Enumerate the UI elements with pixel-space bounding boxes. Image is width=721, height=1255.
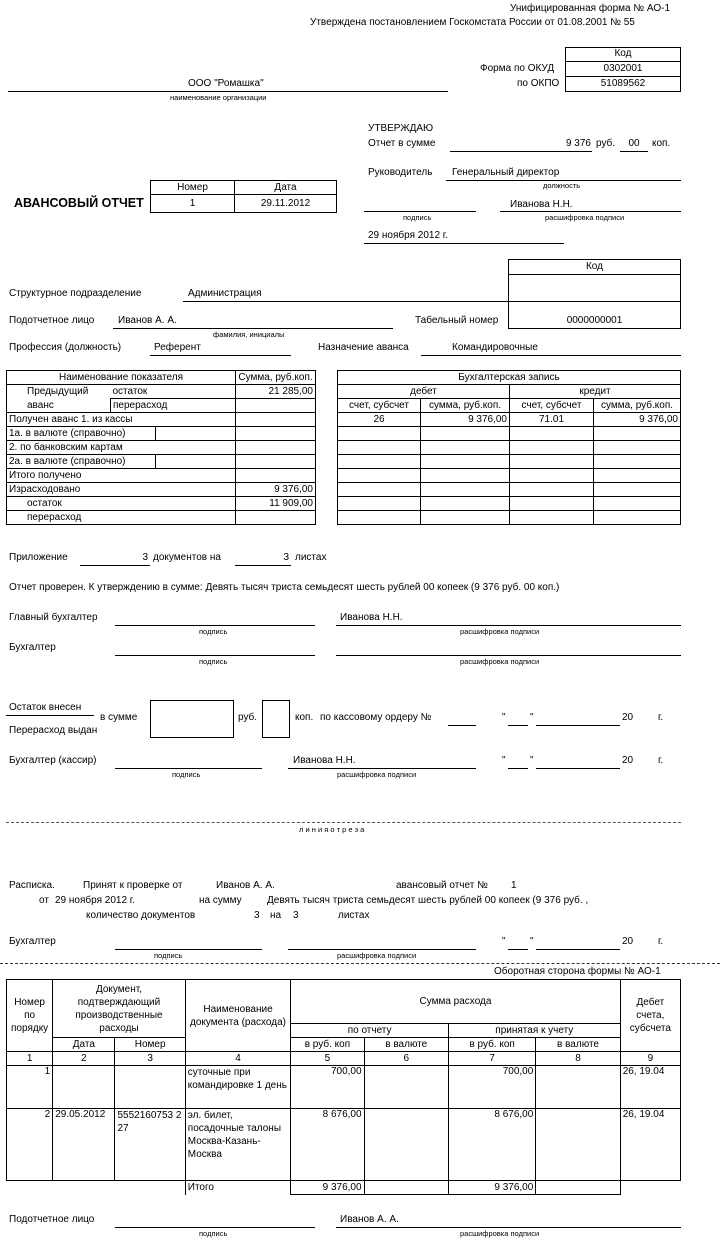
rv-h-accepted: принятая к учету xyxy=(448,1023,620,1038)
rv-colnum: 5 xyxy=(291,1052,364,1066)
cash-rub: руб. xyxy=(238,712,258,723)
cash-kop: коп. xyxy=(295,712,314,723)
cash-remainder-label: Остаток внесен xyxy=(9,702,82,713)
lt-total-received: Итого получено xyxy=(7,469,236,483)
decode-caption: расшифровка подписи xyxy=(460,1229,540,1238)
head-name: Иванова Н.Н. xyxy=(510,199,573,210)
approve-date: 29 ноября 2012 г. xyxy=(368,230,448,241)
head-label: Руководитель xyxy=(368,167,433,178)
okpo-label: по ОКПО xyxy=(517,78,560,89)
org-name: ООО "Ромашка" xyxy=(188,78,264,89)
rub-label: руб. xyxy=(596,138,616,149)
person-label: Подотчетное лицо xyxy=(9,315,95,326)
okud-value: 0302001 xyxy=(603,63,643,74)
rt-debit-sum: 9 376,00 xyxy=(421,413,510,427)
report-sum-label: Отчет в сумме xyxy=(368,138,436,149)
rt-credit-sum: 9 376,00 xyxy=(594,413,681,427)
rv-date: 29.05.2012 xyxy=(53,1109,115,1181)
lt-header-sum: Сумма, руб.коп. xyxy=(236,371,316,385)
rv-colnum: 8 xyxy=(536,1052,620,1066)
rt-title: Бухгалтерская запись xyxy=(338,371,681,385)
rv-h-number: Номер xyxy=(115,1038,185,1052)
rv-h-acc-cur: в валюте xyxy=(536,1038,620,1052)
cashier-name: Иванова Н.Н. xyxy=(293,755,356,766)
lt-currency-1a: 1а. в валюте (справочно) xyxy=(7,427,156,441)
rv-number: 5552160753 227 xyxy=(115,1109,185,1181)
rv-sum: 8 676,00 xyxy=(291,1109,364,1181)
quote-close: " xyxy=(530,755,534,766)
signature-caption: подпись xyxy=(154,951,183,960)
rv-debit: 26, 19.04 xyxy=(620,1109,680,1181)
decode-caption: расшифровка подписи xyxy=(545,213,625,222)
rv-debit: 26, 19.04 xyxy=(620,1066,680,1109)
prof-value: Референт xyxy=(154,342,201,353)
rv-h-sum: Сумма расхода xyxy=(291,980,620,1024)
rv-colnum: 6 xyxy=(364,1052,448,1066)
quote-close: " xyxy=(530,936,534,947)
year-suffix: г. xyxy=(658,936,664,947)
rv-no: 2 xyxy=(7,1109,53,1181)
rv-acc-cur xyxy=(536,1109,620,1181)
rv-total-label: Итого xyxy=(185,1181,290,1195)
rt-debit-sum-h: сумма, руб.коп. xyxy=(421,399,510,413)
cash-rub-box xyxy=(150,700,234,738)
cash-order: по кассовому ордеру № xyxy=(320,712,432,723)
rv-h-name: Наименование документа (расхода) xyxy=(185,980,290,1052)
lt-remainder2: остаток xyxy=(7,497,236,511)
rt-credit-account: 71.01 xyxy=(510,413,594,427)
rv-h-rub: в руб. коп xyxy=(291,1038,364,1052)
report-title: АВАНСОВЫЙ ОТЧЕТ xyxy=(14,196,144,210)
rv-total-acc: 9 376,00 xyxy=(448,1181,535,1195)
receipt-report-no: авансовый отчет № xyxy=(396,880,488,891)
head-position: Генеральный директор xyxy=(452,167,560,178)
lt-remainder: остаток xyxy=(111,385,236,399)
appendix-docs-count: 3 xyxy=(142,552,148,563)
rv-name: суточные при командировке 1 день xyxy=(185,1066,290,1109)
form-name: Унифицированная форма № АО-1 xyxy=(510,3,671,14)
quote-close: " xyxy=(530,712,534,723)
receipt-sum-text: Девять тысяч триста семьдесят шесть рублей 00 копеек (9 376 руб. , xyxy=(267,895,589,906)
lt-remainder2-value: 11 909,00 xyxy=(236,497,316,511)
rv-colnum: 1 xyxy=(7,1052,53,1066)
rv-person-label: Подотчетное лицо xyxy=(9,1214,95,1225)
person-caption: фамилия, инициалы xyxy=(213,330,285,339)
number-header: Номер xyxy=(151,181,235,195)
lt-currency-2a: 2а. в валюте (справочно) xyxy=(7,455,156,469)
appendix-label: Приложение xyxy=(9,552,68,563)
rt-credit-sum-h: сумма, руб.коп. xyxy=(594,399,681,413)
receipt-in-sum: на сумму xyxy=(199,895,242,906)
rv-cur xyxy=(364,1066,448,1109)
rv-acc-cur xyxy=(536,1066,620,1109)
rv-person-name: Иванов А. А. xyxy=(340,1214,399,1225)
signature-caption: подпись xyxy=(199,657,228,666)
rv-colnum: 4 xyxy=(185,1052,290,1066)
report-number-table xyxy=(150,180,337,213)
rt-debit: дебет xyxy=(338,385,510,399)
receipt-docs-count: 3 xyxy=(254,910,260,921)
receipt-label: Расписка. xyxy=(9,880,55,891)
lt-overspend: перерасход xyxy=(111,399,236,413)
dept-label: Структурное подразделение xyxy=(9,288,142,299)
rv-acc-sum: 8 676,00 xyxy=(448,1109,535,1181)
rv-number xyxy=(115,1066,185,1109)
cut-line xyxy=(6,822,681,823)
year: 20 xyxy=(622,712,634,723)
rt-debit-account-h: счет, субсчет xyxy=(338,399,421,413)
checked-text: Отчет проверен. К утверждению в сумме: Девять тысяч триста семьдесят шесть рублей 00 копеек (9 376 руб. 00 коп.) xyxy=(9,582,560,593)
info-code-header: Код xyxy=(585,261,603,272)
approval-note: Утверждена постановлением Госкомстата России от 01.08.2001 № 55 xyxy=(310,17,635,28)
appendix-docs-label: документов на xyxy=(153,552,221,563)
rv-cur xyxy=(364,1109,448,1181)
cash-in-sum: в сумме xyxy=(100,712,138,723)
report-date: 29.11.2012 xyxy=(235,195,337,213)
table-row xyxy=(7,1066,681,1109)
decode-caption: расшифровка подписи xyxy=(337,770,417,779)
year: 20 xyxy=(622,936,634,947)
signature-caption: подпись xyxy=(403,213,432,222)
signature-caption: подпись xyxy=(172,770,201,779)
code-header: Код xyxy=(614,48,632,59)
signature-caption: подпись xyxy=(199,627,228,636)
kop-label: коп. xyxy=(652,138,671,149)
expense-table xyxy=(6,979,681,1195)
cash-kop-box xyxy=(262,700,290,738)
rv-colnum: 2 xyxy=(53,1052,115,1066)
lt-spent-value: 9 376,00 xyxy=(236,483,316,497)
prof-label: Профессия (должность) xyxy=(9,342,122,353)
chief-accountant-label: Главный бухгалтер xyxy=(9,612,98,623)
receipt-sheets-label: листах xyxy=(338,910,370,921)
rv-h-debit: Дебет счета, субсчета xyxy=(620,980,680,1052)
lt-advance: аванс xyxy=(7,399,111,413)
rv-colnum: 7 xyxy=(448,1052,535,1066)
lt-prev: Предыдущий xyxy=(7,385,111,399)
cut-line-label: л и н и я о т р е з а xyxy=(299,825,365,834)
lt-overspend2: перерасход xyxy=(7,511,236,525)
receipt-accepted: Принят к проверке от xyxy=(83,880,183,891)
year-suffix: г. xyxy=(658,712,664,723)
quote-open: " xyxy=(502,755,506,766)
reverse-title: Оборотная сторона формы № АО-1 xyxy=(494,966,661,977)
lt-cards: 2. по банковским картам xyxy=(7,441,236,455)
lt-spent: Израсходовано xyxy=(7,483,236,497)
signature-caption: подпись xyxy=(199,1229,228,1238)
tab-value: 0000000001 xyxy=(566,315,623,326)
rv-sum: 700,00 xyxy=(291,1066,364,1109)
date-header: Дата xyxy=(235,181,337,195)
appendix-sheets-count: 3 xyxy=(283,552,289,563)
receipt-docs-label: количество документов xyxy=(86,910,196,921)
rv-date xyxy=(53,1066,115,1109)
rt-credit: кредит xyxy=(510,385,681,399)
receipt-date: 29 ноября 2012 г. xyxy=(55,895,135,906)
rv-h-no: Номер по порядку xyxy=(7,980,53,1052)
receipt-accountant: Бухгалтер xyxy=(9,936,56,947)
appendix-sheets-label: листах xyxy=(295,552,327,563)
approve-title: УТВЕРЖДАЮ xyxy=(368,123,434,134)
purpose-label: Назначение аванса xyxy=(318,342,409,353)
approve-rub: 9 376 xyxy=(565,138,591,149)
rv-colnum: 3 xyxy=(115,1052,185,1066)
report-number: 1 xyxy=(151,195,235,213)
table-row xyxy=(7,1109,681,1181)
cash-overspend-label: Перерасход выдан xyxy=(9,725,98,736)
tab-label: Табельный номер xyxy=(415,315,499,326)
okud-label: Форма по ОКУД xyxy=(480,63,555,74)
year: 20 xyxy=(622,755,634,766)
org-caption: наименование организации xyxy=(170,93,267,102)
receipt-person: Иванов А. А. xyxy=(216,880,275,891)
accountant-label: Бухгалтер xyxy=(9,642,56,653)
advance-table xyxy=(6,370,316,525)
decode-caption: расшифровка подписи xyxy=(460,627,540,636)
rt-credit-account-h: счет, субсчет xyxy=(510,399,594,413)
rv-total-sum: 9 376,00 xyxy=(291,1181,364,1195)
rv-no: 1 xyxy=(7,1066,53,1109)
reverse-separator xyxy=(0,963,720,964)
chief-name: Иванова Н.Н. xyxy=(340,612,403,623)
lt-header-name: Наименование показателя xyxy=(7,371,236,385)
cashier-label: Бухгалтер (кассир) xyxy=(9,755,97,766)
lt-received: Получен аванс 1. из кассы xyxy=(7,413,236,427)
rv-h-acc-rub: в руб. коп xyxy=(448,1038,535,1052)
decode-caption: расшифровка подписи xyxy=(337,951,417,960)
rv-acc-sum: 700,00 xyxy=(448,1066,535,1109)
quote-open: " xyxy=(502,936,506,947)
rv-colnum: 9 xyxy=(620,1052,680,1066)
purpose-value: Командировочные xyxy=(452,342,538,353)
decode-caption: расшифровка подписи xyxy=(460,657,540,666)
rv-h-doc: Документ, подтверждающий производственные расходы xyxy=(53,980,186,1038)
rv-name: эл. билет, посадочные талоны Москва-Казань-Москва xyxy=(185,1109,290,1181)
rt-debit-account: 26 xyxy=(338,413,421,427)
year-suffix: г. xyxy=(658,755,664,766)
rv-h-cur: в валюте xyxy=(364,1038,448,1052)
rv-h-by-report: по отчету xyxy=(291,1023,449,1038)
person-value: Иванов А. А. xyxy=(118,315,177,326)
receipt-sheets: 3 xyxy=(293,910,299,921)
receipt-on: на xyxy=(270,910,282,921)
position-caption: должность xyxy=(543,181,581,190)
receipt-number: 1 xyxy=(511,880,517,891)
accounting-table xyxy=(337,370,681,525)
okpo-value: 51089562 xyxy=(600,78,646,89)
receipt-from: от xyxy=(39,895,49,906)
approve-kop: 00 xyxy=(628,138,640,149)
quote-open: " xyxy=(502,712,506,723)
lt-prev-remainder: 21 285,00 xyxy=(236,385,316,399)
dept-value: Администрация xyxy=(188,288,262,299)
rv-h-date: Дата xyxy=(53,1038,115,1052)
